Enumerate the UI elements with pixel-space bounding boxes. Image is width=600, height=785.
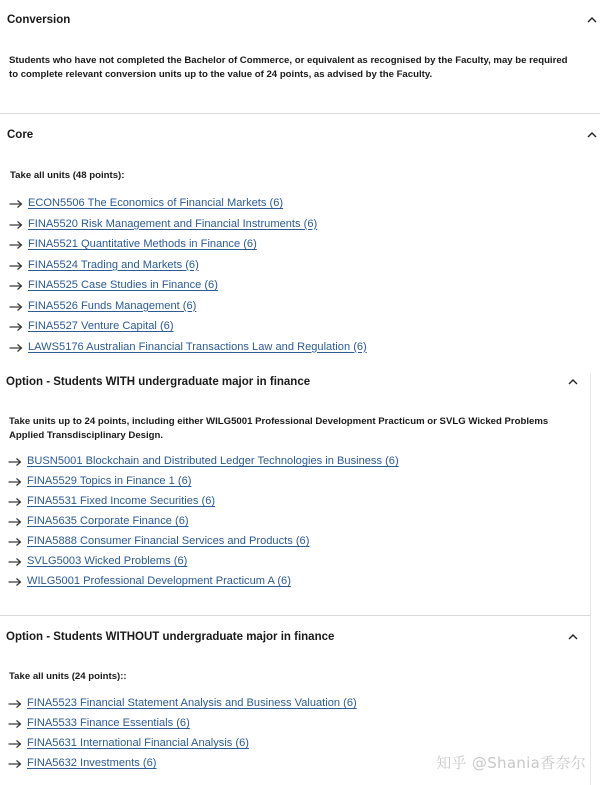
- core-heading[interactable]: Core: [7, 129, 34, 141]
- arrow-right-icon: [8, 699, 22, 709]
- arrow-right-icon: [9, 281, 23, 291]
- unit-link[interactable]: ECON5506 The Economics of Financial Markets (6): [28, 197, 284, 209]
- arrow-right-icon: [8, 739, 22, 749]
- arrow-right-icon: [8, 537, 22, 547]
- arrow-right-icon: [8, 557, 22, 567]
- arrow-right-icon: [8, 457, 22, 467]
- unit-link[interactable]: FINA5635 Corporate Finance (6): [27, 515, 189, 527]
- option-with-instruction-line1: Take units up to 24 points, including either WILG5001 Professional Development Practicum or SVLG Wicked Problems: [9, 416, 549, 427]
- arrow-right-icon: [8, 497, 22, 507]
- unit-link[interactable]: FINA5524 Trading and Markets (6): [28, 258, 199, 271]
- chevron-up-icon[interactable]: [586, 14, 598, 26]
- unit-link[interactable]: FINA5888 Consumer Financial Services and Products (6): [27, 535, 310, 547]
- unit-link[interactable]: FINA5529 Topics in Finance 1 (6): [27, 475, 192, 487]
- arrow-right-icon: [9, 302, 23, 312]
- core-instruction: Take all units (48 points):: [10, 170, 125, 181]
- conversion-description: [9, 54, 599, 82]
- unit-link[interactable]: LAWS5176 Australian Financial Transactions Law and Regulation (6): [28, 340, 367, 353]
- unit-link[interactable]: FINA5521 Quantitative Methods in Finance (6): [28, 238, 257, 250]
- unit-link[interactable]: FINA5527 Venture Capital (6): [28, 320, 174, 332]
- divider: [590, 374, 591, 785]
- arrow-right-icon: [9, 322, 23, 332]
- unit-link[interactable]: FINA5631 International Financial Analysis (6): [27, 737, 249, 749]
- arrow-right-icon: [9, 261, 23, 271]
- arrow-right-icon: [8, 517, 22, 527]
- conversion-text-line2: to complete relevant conversion units up to the value of 24 points, as advised by the Faculty.: [9, 69, 433, 80]
- option-without-heading[interactable]: Option - Students WITHOUT undergraduate major in finance: [6, 631, 335, 643]
- unit-link[interactable]: FINA5632 Investments (6): [27, 757, 157, 769]
- unit-link[interactable]: FINA5525 Case Studies in Finance (6): [28, 279, 218, 291]
- arrow-right-icon: [8, 577, 22, 587]
- unit-link[interactable]: FINA5520 Risk Management and Financial Instruments (6): [28, 217, 318, 230]
- arrow-right-icon: [8, 759, 22, 769]
- chevron-up-icon[interactable]: [567, 376, 579, 388]
- option-with-heading[interactable]: Option - Students WITH undergraduate major in finance: [6, 376, 311, 388]
- conversion-text-line1: Students who have not completed the Bachelor of Commerce, or equivalent as recognised by the Faculty, may be required: [9, 55, 568, 66]
- unit-link[interactable]: FINA5531 Fixed Income Securities (6): [27, 495, 216, 507]
- divider: [0, 615, 590, 616]
- option-with-instruction-line2: Applied Transdisciplinary Design.: [9, 430, 164, 441]
- arrow-right-icon: [8, 719, 22, 729]
- arrow-right-icon: [9, 199, 23, 209]
- arrow-right-icon: [9, 220, 23, 230]
- unit-link[interactable]: FINA5533 Finance Essentials (6): [27, 717, 190, 729]
- arrow-right-icon: [9, 343, 23, 353]
- option-without-instruction: Take all units (24 points)::: [9, 671, 127, 682]
- divider: [0, 113, 600, 114]
- watermark: 知乎 @Shania香奈尔: [436, 754, 586, 772]
- unit-link[interactable]: SVLG5003 Wicked Problems (6): [27, 555, 188, 567]
- unit-link[interactable]: FINA5523 Financial Statement Analysis and Business Valuation (6): [27, 697, 357, 709]
- chevron-up-icon[interactable]: [567, 631, 579, 643]
- conversion-heading[interactable]: Conversion: [7, 14, 71, 26]
- arrow-right-icon: [8, 477, 22, 487]
- chevron-up-icon[interactable]: [586, 129, 598, 141]
- option-with-instruction: [9, 415, 587, 443]
- arrow-right-icon: [9, 240, 23, 250]
- unit-link[interactable]: WILG5001 Professional Development Practicum A (6): [27, 575, 291, 587]
- unit-link[interactable]: FINA5526 Funds Management (6): [28, 299, 197, 312]
- unit-link[interactable]: BUSN5001 Blockchain and Distributed Ledger Technologies in Business (6): [27, 455, 399, 467]
